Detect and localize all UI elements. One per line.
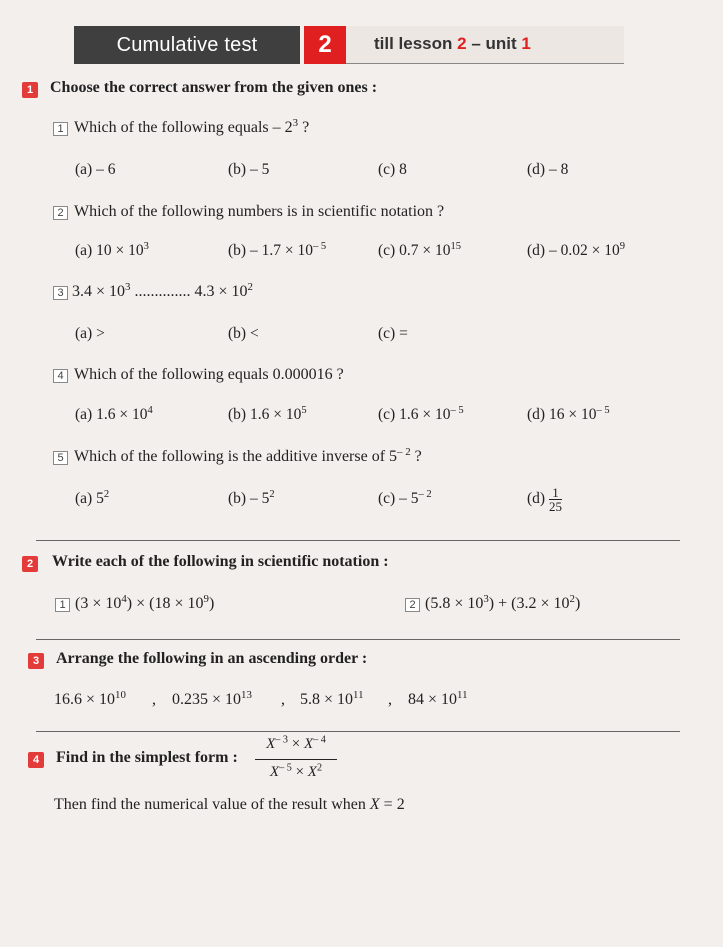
q5-option-c[interactable]: [378, 490, 432, 508]
s2-i2-p3: ): [574, 595, 581, 612]
q1-option-c[interactable]: (c) 8: [378, 161, 407, 178]
s4-den-exp-a: – 5: [279, 762, 292, 774]
unit-number: 1: [521, 34, 531, 53]
s4-den-var-b: X: [307, 764, 317, 780]
test-number-badge: [304, 26, 346, 64]
s3-v2-base: 0.235 × 10: [172, 691, 242, 708]
question-3-number: 3: [57, 287, 64, 299]
q3-left: 3.4 × 10: [72, 283, 126, 300]
s2-item-2-expression: [425, 595, 580, 613]
s3-v4-exp: 11: [457, 689, 468, 702]
q3-option-a[interactable]: (a) >: [75, 325, 105, 342]
question-5-number: 5: [57, 452, 64, 464]
q2-d-exp: 9: [619, 241, 625, 253]
q4-b-label: (b) 1.6 × 10: [228, 406, 302, 423]
q1-text-end: ?: [298, 119, 310, 136]
q2-a-exp: 3: [143, 241, 149, 253]
s2-item-2-badge: [405, 598, 420, 612]
q4-d-label: (d) 16 × 10: [527, 406, 597, 423]
q3-right: 4.3 × 10: [194, 283, 248, 300]
divider-2: [36, 639, 680, 640]
q3-option-b[interactable]: (b) <: [228, 325, 259, 342]
s3-separator-1: ,: [152, 691, 156, 708]
q2-option-c[interactable]: [378, 242, 461, 260]
s4-num-var-b: X: [303, 736, 314, 752]
s4-den-var-a: X: [269, 764, 280, 780]
question-4-number: 4: [57, 370, 64, 382]
s3-v3-exp: 11: [353, 689, 364, 702]
divider-1: [36, 540, 680, 541]
q5-d-fraction: [549, 486, 562, 513]
question-1-text: [74, 119, 309, 137]
s2-item-1-expression: [75, 595, 214, 613]
question-3-badge: [53, 286, 68, 300]
s4-num-var-a: X: [266, 736, 276, 752]
s2-i1-p3: ): [208, 595, 215, 612]
s4-den-exp-b: 2: [316, 762, 323, 774]
section-3-number: 3: [32, 655, 40, 667]
s2-item-2-number: 2: [409, 599, 416, 611]
s2-i2-s1: 3: [483, 593, 489, 606]
question-2-text: Which of the following numbers is in scientific notation ?: [74, 203, 445, 220]
s3-value-2: [172, 691, 252, 709]
q4-option-a[interactable]: [75, 406, 153, 424]
q2-option-b[interactable]: [228, 242, 326, 260]
q4-option-d[interactable]: [527, 406, 610, 424]
s4-followup-text: [54, 796, 405, 814]
section-1-title: Choose the correct answer from the given ones :: [50, 79, 378, 96]
question-4-badge: [53, 369, 68, 383]
q5-text-end: ?: [410, 448, 422, 465]
q4-option-c[interactable]: [378, 406, 464, 424]
lesson-number: 2: [457, 34, 467, 53]
header-title-text: Cumulative test: [116, 33, 258, 56]
section-2-number: 2: [26, 558, 34, 570]
s2-i1-s1: 4: [121, 593, 127, 606]
test-number: 2: [318, 31, 332, 58]
q3-blank: ..............: [130, 283, 195, 300]
s4-followup-main: Then find the numerical value of the result when: [54, 796, 370, 813]
s2-i1-s2: 9: [203, 593, 209, 606]
q4-a-exp: 4: [147, 405, 153, 417]
divider-3: [36, 731, 680, 732]
question-5-text: [74, 448, 422, 466]
q2-c-exp: 15: [450, 241, 461, 253]
q3-left-exp: 3: [125, 281, 131, 294]
s4-num-exp-a: – 3: [275, 734, 289, 746]
q4-a-label: (a) 1.6 × 10: [75, 406, 148, 423]
s4-followup-var: X: [369, 796, 380, 813]
q2-d-label: (d) – 0.02 × 10: [527, 242, 620, 259]
question-1-number: 1: [57, 123, 64, 135]
s3-value-1: [54, 691, 126, 709]
s2-item-1-badge: [55, 598, 70, 612]
s3-v4-base: 84 × 10: [408, 691, 458, 708]
q5-c-label: (c) – 5: [378, 490, 419, 507]
q5-d-denominator: 25: [548, 499, 562, 514]
q5-c-exp: – 2: [418, 489, 432, 501]
q1-option-a[interactable]: (a) – 6: [75, 161, 116, 178]
question-3-text: [72, 283, 253, 301]
s3-value-4: [408, 691, 468, 709]
q2-option-d[interactable]: [527, 242, 625, 260]
question-1-badge: [53, 122, 68, 136]
q4-b-exp: 5: [301, 405, 307, 417]
question-2-badge: [53, 206, 68, 220]
till-text: till lesson: [374, 34, 458, 53]
q3-option-c[interactable]: (c) =: [378, 325, 408, 342]
s3-separator-3: ,: [388, 691, 392, 708]
q1-option-d[interactable]: (d) – 8: [527, 161, 569, 178]
q3-right-exp: 2: [247, 281, 253, 294]
question-4-text: Which of the following equals 0.000016 ?: [74, 366, 344, 383]
s3-v2-exp: 13: [241, 689, 252, 702]
q2-c-label: (c) 0.7 × 10: [378, 242, 451, 259]
header-title: [74, 26, 300, 64]
s2-i2-p2: ) + (3.2 × 10: [488, 595, 570, 612]
header-scope: [374, 34, 531, 54]
section-1-number: 1: [26, 84, 34, 96]
s3-v1-base: 16.6 × 10: [54, 691, 116, 708]
s2-item-1-number: 1: [59, 599, 66, 611]
q5-option-b[interactable]: [228, 490, 275, 508]
q5-a-label: (a) 5: [75, 490, 104, 507]
q1-text-main: Which of the following equals – 2: [74, 119, 293, 136]
section-4-title: Find in the simplest form :: [56, 749, 238, 766]
s4-num-times: ×: [288, 736, 304, 752]
section-3-title: Arrange the following in an ascending order :: [56, 650, 368, 667]
s2-i1-p2: ) × (18 × 10: [126, 595, 204, 612]
q4-c-label: (c) 1.6 × 10: [378, 406, 451, 423]
s4-num-exp-b: – 4: [313, 734, 326, 746]
q5-d-numerator: 1: [552, 485, 559, 500]
q1-exponent: 3: [292, 117, 299, 130]
question-5-badge: [53, 451, 68, 465]
q2-b-exp: – 5: [312, 241, 327, 253]
s2-i2-s2: 2: [569, 593, 575, 606]
q5-d-label: (d): [527, 490, 549, 508]
section-4-badge: [28, 752, 44, 768]
section-1-badge: [22, 82, 38, 98]
section-3-badge: [28, 653, 44, 669]
s4-den-times: ×: [291, 764, 308, 780]
s3-value-3: [300, 691, 364, 709]
s2-i2-p1: (5.8 × 10: [425, 595, 484, 612]
q2-option-a[interactable]: [75, 242, 149, 260]
s4-fraction-numerator: [255, 736, 337, 753]
section-4-number: 4: [32, 754, 40, 766]
section-2-badge: [22, 556, 38, 572]
section-2-title: Write each of the following in scientific notation :: [52, 553, 389, 570]
q2-b-label: (b) – 1.7 × 10: [228, 242, 313, 259]
q1-option-b[interactable]: (b) – 5: [228, 161, 270, 178]
q4-option-b[interactable]: [228, 406, 307, 424]
q4-c-exp: – 5: [450, 405, 464, 417]
q4-d-exp: – 5: [596, 405, 610, 417]
question-2-number: 2: [57, 207, 64, 219]
q5-b-label: (b) – 5: [228, 490, 270, 507]
s3-v1-exp: 10: [115, 689, 126, 702]
s3-separator-2: ,: [281, 691, 285, 708]
q5-b-exp: 2: [269, 489, 275, 501]
q5-a-exp: 2: [103, 489, 110, 501]
q5-text-main: Which of the following is the additive inverse of 5: [74, 448, 398, 465]
s4-fraction-bar: [255, 759, 337, 760]
s3-v3-base: 5.8 × 10: [300, 691, 354, 708]
s4-followup-value: = 2: [379, 796, 405, 813]
q5-option-a[interactable]: [75, 490, 109, 508]
s4-fraction-denominator: [255, 764, 337, 781]
q5-option-d[interactable]: [527, 486, 562, 513]
s2-i1-p1: (3 × 10: [75, 595, 122, 612]
q2-a-label: (a) 10 × 10: [75, 242, 144, 259]
q5-exponent: – 2: [397, 446, 411, 459]
unit-text: – unit: [466, 34, 522, 53]
